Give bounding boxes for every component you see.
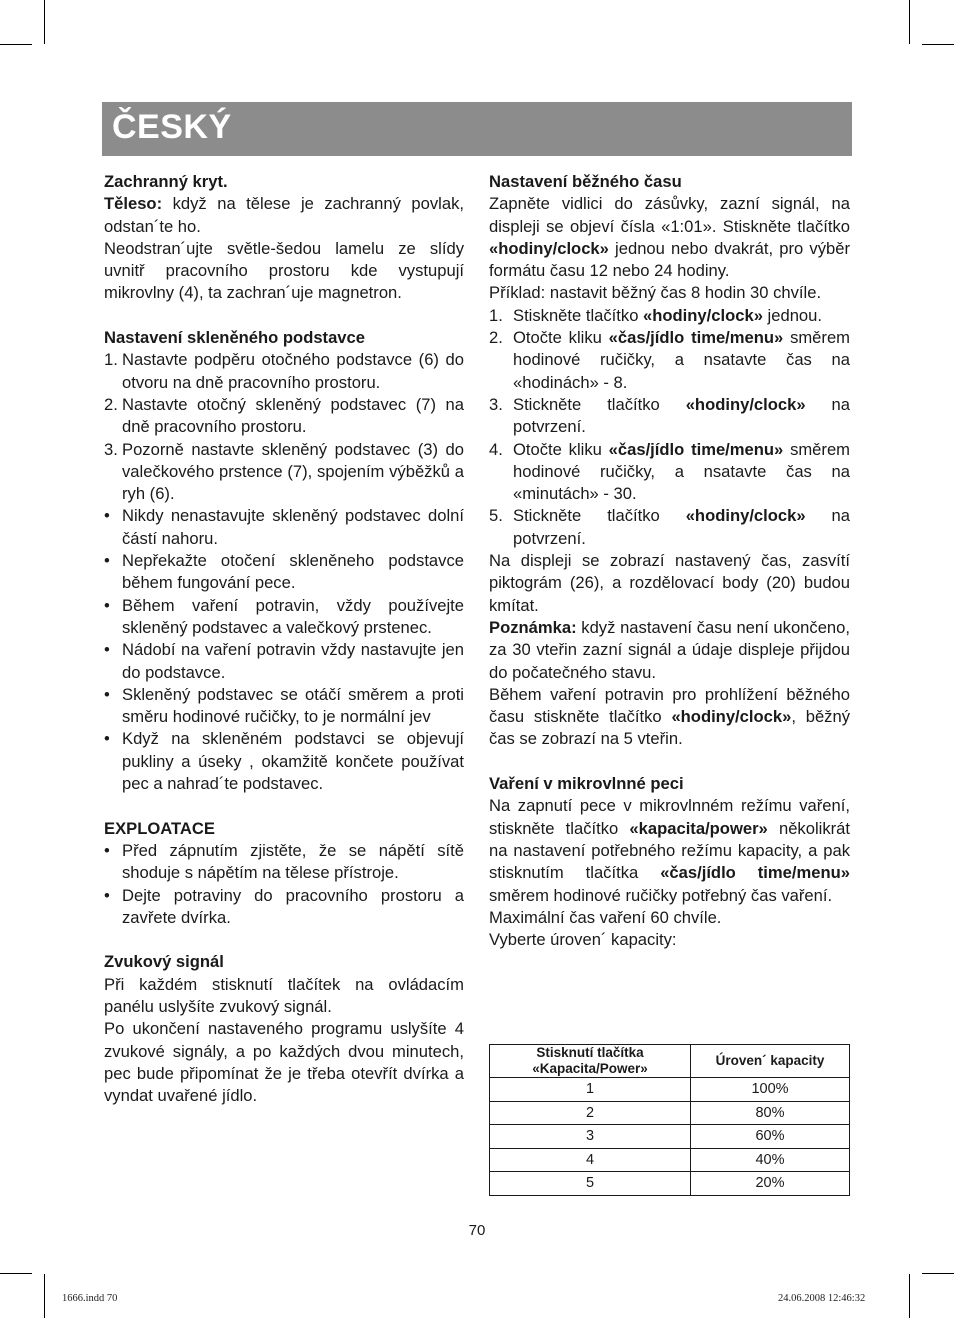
list-text: Otočte kliku bbox=[513, 439, 609, 459]
crop-mark bbox=[0, 44, 32, 45]
list-text: Nepřekažte otočení skleněneho podstavce během fungování pece. bbox=[122, 551, 464, 593]
list-item bbox=[489, 439, 850, 506]
section-heading-operation: EXPLOATACE bbox=[104, 818, 215, 838]
list-text: na potvrzení. bbox=[513, 506, 850, 548]
paragraph bbox=[489, 193, 850, 282]
list-text: Otočte kliku bbox=[513, 328, 609, 348]
list-item bbox=[104, 684, 464, 729]
list-text: Stickněte tlačítko bbox=[513, 394, 686, 414]
bullet-marker: • bbox=[104, 551, 110, 571]
section-heading-clock-setting: Nastavení běžného času bbox=[489, 172, 682, 191]
bullet-marker: • bbox=[104, 506, 110, 526]
list-marker: 3. bbox=[489, 394, 503, 414]
language-header-bar bbox=[102, 102, 852, 156]
list-text: Pozorně nastavte skleněný podstavec (3) do valečkového prstence (7), spojením výběžků a ryh (6). bbox=[122, 439, 464, 504]
table-body bbox=[490, 1078, 850, 1196]
button-name: «kapacita/power» bbox=[629, 818, 768, 838]
list-item bbox=[489, 394, 850, 439]
list-marker: 2. bbox=[489, 328, 503, 348]
table-row bbox=[490, 1148, 850, 1172]
left-column bbox=[104, 171, 464, 1107]
paragraph: Na displeji se zobrazí nastavený čas, zasvítí piktográm (26), a rozdělovací body (20) budou kmítat. bbox=[489, 551, 850, 615]
paragraph: Neodstran´ujte světle-šedou lamelu ze slídy uvnitř pracovního prostoru kde vystupují mikrovlny (4), ta zachran´uje magnetron. bbox=[104, 238, 464, 303]
table-cell-presses: 4 bbox=[490, 1148, 691, 1172]
button-name: «čas/jídlo time/menu» bbox=[608, 328, 784, 348]
crop-mark bbox=[922, 44, 954, 45]
list-text: Nastavte otočný skleněný podstavec (7) na dně pracovního prostoru. bbox=[122, 394, 464, 437]
list-item bbox=[104, 885, 464, 930]
table-header-level: Úroven´ kapacity bbox=[691, 1045, 850, 1078]
list-item bbox=[104, 840, 464, 885]
table-cell-level: 80% bbox=[691, 1101, 850, 1125]
text: jednou nebo dvakrát, pro výběr formátu času 12 nebo 24 hodiny. bbox=[489, 238, 850, 281]
button-name: «hodiny/clock» bbox=[685, 506, 806, 526]
bullet-marker: • bbox=[104, 684, 110, 704]
button-name: «hodiny/clock» bbox=[685, 394, 806, 414]
table-cell-level: 20% bbox=[691, 1172, 850, 1196]
list-text: Nikdy nenastavujte skleněný podstavec dolní částí nahoru. bbox=[122, 506, 464, 548]
right-column bbox=[489, 171, 850, 951]
list-text: Stickněte tlačítko bbox=[513, 506, 686, 526]
table-row bbox=[490, 1078, 850, 1102]
button-name: «čas/jídlo time/menu» bbox=[660, 863, 850, 883]
table-cell-level: 100% bbox=[691, 1078, 850, 1102]
power-level-table bbox=[489, 1044, 850, 1196]
page-title: ČESKÝ bbox=[112, 108, 232, 146]
text: Na zapnutí pece v mikrovlnném režímu vaření, stiskněte tlačítko bbox=[489, 796, 850, 838]
list-item bbox=[104, 595, 464, 640]
table-cell-presses: 2 bbox=[490, 1101, 691, 1125]
list-item bbox=[104, 439, 464, 506]
table-cell-presses: 5 bbox=[490, 1172, 691, 1196]
table-header-presses: Stisknutí tlačítka «Kapacita/Power» bbox=[490, 1045, 691, 1078]
list-marker: 5. bbox=[489, 506, 503, 526]
slug-timestamp: 24.06.2008 12:46:32 bbox=[778, 1293, 866, 1304]
button-name: «hodiny/clock» bbox=[489, 238, 609, 258]
list-text: Stiskněte tlačítko bbox=[513, 305, 644, 325]
button-name: «hodiny/clock» bbox=[643, 305, 763, 325]
numbered-list bbox=[104, 349, 464, 505]
bullet-marker: • bbox=[104, 595, 110, 615]
paragraph: Příklad: nastavit běžný čas 8 hodin 30 chvíle. bbox=[489, 283, 822, 303]
list-item bbox=[104, 349, 464, 394]
list-marker: 4. bbox=[489, 439, 503, 459]
section-heading-protective-cover: Zachranný kryt. bbox=[104, 172, 228, 191]
table-cell-presses: 3 bbox=[490, 1125, 691, 1149]
crop-mark bbox=[922, 1273, 954, 1274]
numbered-list bbox=[489, 305, 850, 550]
table-row bbox=[490, 1125, 850, 1149]
list-item bbox=[489, 327, 850, 394]
list-text: Dejte potraviny do pracovního prostoru a zavřete dvírka. bbox=[122, 885, 464, 927]
text: když na tělese je zachranný povlak, odstan´te ho. bbox=[104, 194, 464, 236]
section-heading-glass-tray: Nastavení skleněného podstavce bbox=[104, 328, 365, 348]
text: když nastavení času není ukončeno, za 30 vteřin zazní signál a údaje displeje přijdou do počatečného stavu. bbox=[489, 617, 850, 682]
bullet-list bbox=[104, 505, 464, 795]
slug-file: 1666.indd 70 bbox=[62, 1293, 118, 1304]
list-marker: 3. bbox=[104, 439, 118, 459]
crop-mark bbox=[909, 0, 910, 44]
list-text: Skleněný podstavec se otáčí směrem a proti směru hodinové ručičky, to je normální jev bbox=[122, 684, 464, 727]
text: Během vaření potravin pro prohlížení běžného času stiskněte tlačítko bbox=[489, 684, 850, 727]
text: směrem hodinové ručičky potřebný čas vaření. bbox=[489, 885, 833, 905]
bullet-marker: • bbox=[104, 840, 110, 860]
list-marker: 1. bbox=[104, 350, 118, 370]
table-cell-level: 60% bbox=[691, 1125, 850, 1149]
bullet-marker: • bbox=[104, 729, 110, 749]
button-name: «hodiny/clock» bbox=[671, 707, 792, 727]
bullet-list bbox=[104, 840, 464, 929]
bold-term: Těleso: bbox=[104, 194, 163, 214]
paragraph: Po ukončení nastaveného programu uslyšíte 4 zvukové signály, a po každých dvou minutech, pec bude připomínat že je třeba otevřít dvírka a vyndat uvařené jídlo. bbox=[104, 1019, 464, 1106]
list-text: Když na skleněném podstavci se objevují pukliny a úseky , okamžitě končete používat pec a nahrad´te podstavec. bbox=[122, 729, 464, 794]
paragraph bbox=[104, 193, 464, 238]
text: několikrát na nastavení potřebného režímu kapacity, a pak stisknutím tlačítka bbox=[489, 818, 850, 883]
list-marker: 2. bbox=[104, 394, 118, 414]
list-item bbox=[489, 305, 850, 327]
list-item bbox=[104, 394, 464, 439]
table-cell-presses: 1 bbox=[490, 1078, 691, 1102]
list-text: směrem hodinové ručičky, a nsatavte čas na «hodinách» - 8. bbox=[513, 328, 850, 392]
bullet-marker: • bbox=[104, 640, 110, 660]
list-text: Před zápnutím zjistěte, že se nápětí sítě shoduje s nápětím na tělese přístroje. bbox=[122, 840, 464, 883]
paragraph: Vyberte úroven´ kapacity: bbox=[489, 930, 677, 950]
list-item bbox=[104, 505, 464, 550]
crop-mark bbox=[44, 1274, 45, 1318]
paragraph: Při každém stisknutí tlačítek na ovládacím panélu uslyšíte zvukový signál. bbox=[104, 974, 464, 1016]
crop-mark bbox=[44, 0, 45, 44]
section-heading-microwave-cooking: Vaření v mikrovlnné peci bbox=[489, 774, 684, 794]
paragraph bbox=[489, 795, 850, 906]
paragraph bbox=[489, 684, 850, 751]
list-text: Během vaření potravin, vždy používejte skleněný podstavec a valečkový prstenec. bbox=[122, 595, 464, 637]
list-text: Nastavte podpěru otočného podstavce (6) do otvoru na dně pracovního prostoru. bbox=[122, 350, 464, 392]
text: , běžný čas se zobrazí na 5 vteřin. bbox=[489, 707, 850, 749]
list-item bbox=[489, 505, 850, 550]
list-item bbox=[104, 550, 464, 595]
table-row bbox=[490, 1101, 850, 1125]
table-row bbox=[490, 1172, 850, 1196]
paragraph: Maximální čas vaření 60 chvíle. bbox=[489, 907, 722, 927]
table-cell-level: 40% bbox=[691, 1148, 850, 1172]
note-paragraph bbox=[489, 617, 850, 684]
list-marker: 1. bbox=[489, 305, 503, 325]
note-label: Poznámka: bbox=[489, 617, 577, 637]
section-heading-sound-signal: Zvukový signál bbox=[104, 952, 224, 972]
table-header-row bbox=[490, 1045, 850, 1078]
crop-mark bbox=[909, 1274, 910, 1318]
button-name: «čas/jídlo time/menu» bbox=[608, 439, 784, 459]
text: Zapněte vidlici do zásůvky, zazní signál, na displeji se objeví čísla «1:01». Stiskněte tlačítko bbox=[489, 194, 850, 236]
bullet-marker: • bbox=[104, 885, 110, 905]
list-item bbox=[104, 639, 464, 684]
list-text: jednou. bbox=[762, 305, 822, 325]
list-item bbox=[104, 728, 464, 795]
list-text: na potvrzení. bbox=[513, 394, 850, 437]
list-text: směrem hodinové ručičky, a nsatavte čas na «minutách» - 30. bbox=[513, 439, 850, 504]
crop-mark bbox=[0, 1273, 32, 1274]
page-number: 70 bbox=[468, 1222, 486, 1239]
list-text: Nádobí na vaření potravin vždy nastavujte jen do podstavce. bbox=[122, 640, 464, 682]
